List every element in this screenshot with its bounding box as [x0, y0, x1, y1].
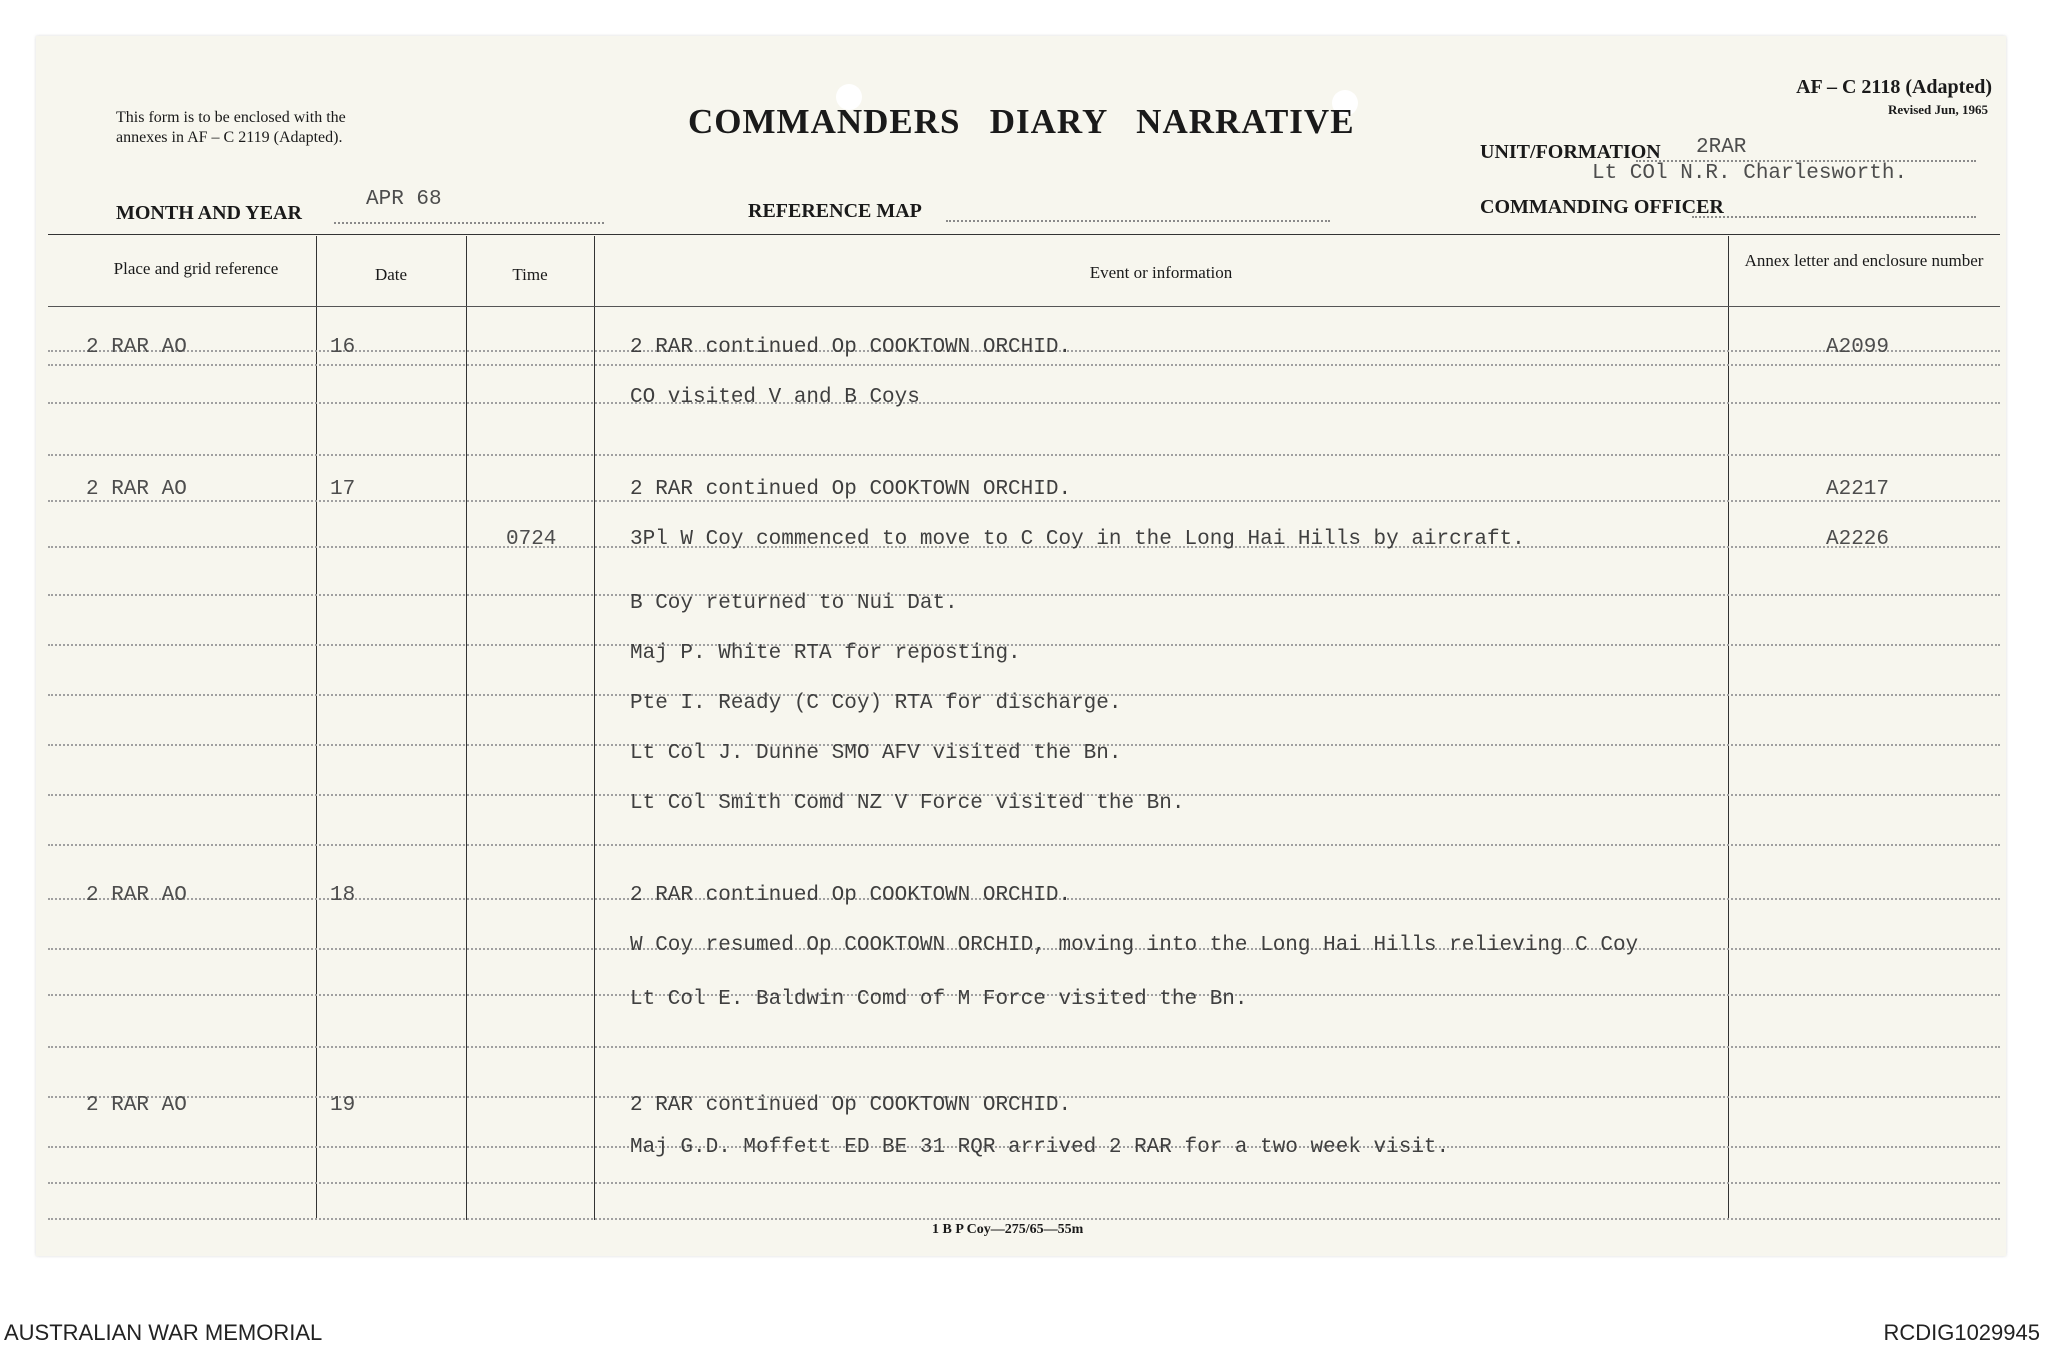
row-dotted-line [48, 454, 2000, 456]
row-dotted-line [48, 1218, 2000, 1220]
form-code: AF – C 2118 (Adapted) [1796, 76, 1992, 98]
month-label: MONTH AND YEAR [116, 202, 302, 224]
map-dotted-line [946, 220, 1330, 222]
row-event: CO visited V and B Coys [630, 386, 920, 409]
table-top-rule [48, 234, 2000, 235]
month-value: APR 68 [366, 188, 442, 211]
row-date: 17 [330, 478, 356, 501]
row-place: 2 RAR AO [86, 1094, 187, 1117]
row-event: W Coy resumed Op COOKTOWN ORCHID, moving into the Long Hai Hills relieving C Coy [630, 934, 1639, 957]
row-dotted-line [48, 402, 2000, 404]
row-annex: A2217 [1826, 478, 1890, 501]
unit-value: 2RAR [1696, 136, 1747, 159]
row-place: 2 RAR AO [86, 336, 187, 359]
row-event: B Coy returned to Nui Dat. [630, 592, 958, 615]
row-event: 3Pl W Coy commenced to move to C Coy in the Long Hai Hills by aircraft. [630, 528, 1525, 551]
column-divider [1728, 236, 1729, 1220]
row-event: Maj G.D. Moffett ED BE 31 RQR arrived 2 RAR for a two week visit. [630, 1136, 1450, 1159]
row-time: 0724 [506, 528, 557, 551]
column-header-time: Time [512, 265, 548, 284]
row-date: 19 [330, 1094, 356, 1117]
header-bottom-rule [48, 306, 2000, 307]
row-annex: A2226 [1826, 528, 1890, 551]
page-title: COMMANDERS DIARY NARRATIVE [688, 102, 1355, 141]
column-header-place: Place and grid reference [113, 259, 279, 278]
row-event: 2 RAR continued Op COOKTOWN ORCHID. [630, 1094, 1072, 1117]
footer-archive-name: AUSTRALIAN WAR MEMORIAL [4, 1320, 323, 1345]
row-dotted-line [48, 844, 2000, 846]
footer-archive-id: RCDIG1029945 [1883, 1320, 2040, 1345]
revised-date: Revised Jun, 1965 [1887, 102, 1988, 117]
row-event: Lt Col E. Baldwin Comd of M Force visited the Bn. [630, 988, 1248, 1011]
row-place: 2 RAR AO [86, 884, 187, 907]
row-event: 2 RAR continued Op COOKTOWN ORCHID. [630, 884, 1072, 907]
printer-line: 1 B P Coy—275/65—55m [932, 1222, 1084, 1237]
row-dotted-line [48, 594, 2000, 596]
map-label: REFERENCE MAP [748, 200, 922, 222]
column-divider [594, 236, 595, 1220]
row-date: 18 [330, 884, 356, 907]
row-dotted-line [48, 1046, 2000, 1048]
diary-sheet [36, 36, 2006, 1256]
row-date: 16 [330, 336, 356, 359]
row-dotted-line [48, 644, 2000, 646]
row-event: 2 RAR continued Op COOKTOWN ORCHID. [630, 336, 1072, 359]
row-dotted-line [48, 364, 2000, 366]
row-dotted-line [48, 1182, 2000, 1184]
column-divider [316, 236, 317, 1220]
column-header-date: Date [374, 265, 408, 284]
month-dotted-line [334, 222, 604, 224]
row-event: Lt Col Smith Comd NZ V Force visited the Bn. [630, 792, 1185, 815]
co-label: COMMANDING OFFICER [1480, 196, 1724, 218]
enclose-note: This form is to be enclosed with the annexes in AF – C 2119 (Adapted). [116, 109, 346, 146]
row-annex: A2099 [1826, 336, 1890, 359]
co-value: Lt COl N.R. Charlesworth. [1592, 162, 1908, 185]
co-dotted-line [1692, 216, 1976, 218]
row-event: Maj P. White RTA for reposting. [630, 642, 1021, 665]
column-header-annex: Annex letter and enclosure number [1744, 251, 1984, 270]
column-divider [466, 236, 467, 1220]
row-event: 2 RAR continued Op COOKTOWN ORCHID. [630, 478, 1072, 501]
row-event: Pte I. Ready (C Coy) RTA for discharge. [630, 692, 1122, 715]
row-place: 2 RAR AO [86, 478, 187, 501]
row-event: Lt Col J. Dunne SMO AFV visited the Bn. [630, 742, 1122, 765]
unit-label: UNIT/FORMATION [1480, 141, 1661, 163]
column-header-event: Event or information [1089, 263, 1233, 282]
